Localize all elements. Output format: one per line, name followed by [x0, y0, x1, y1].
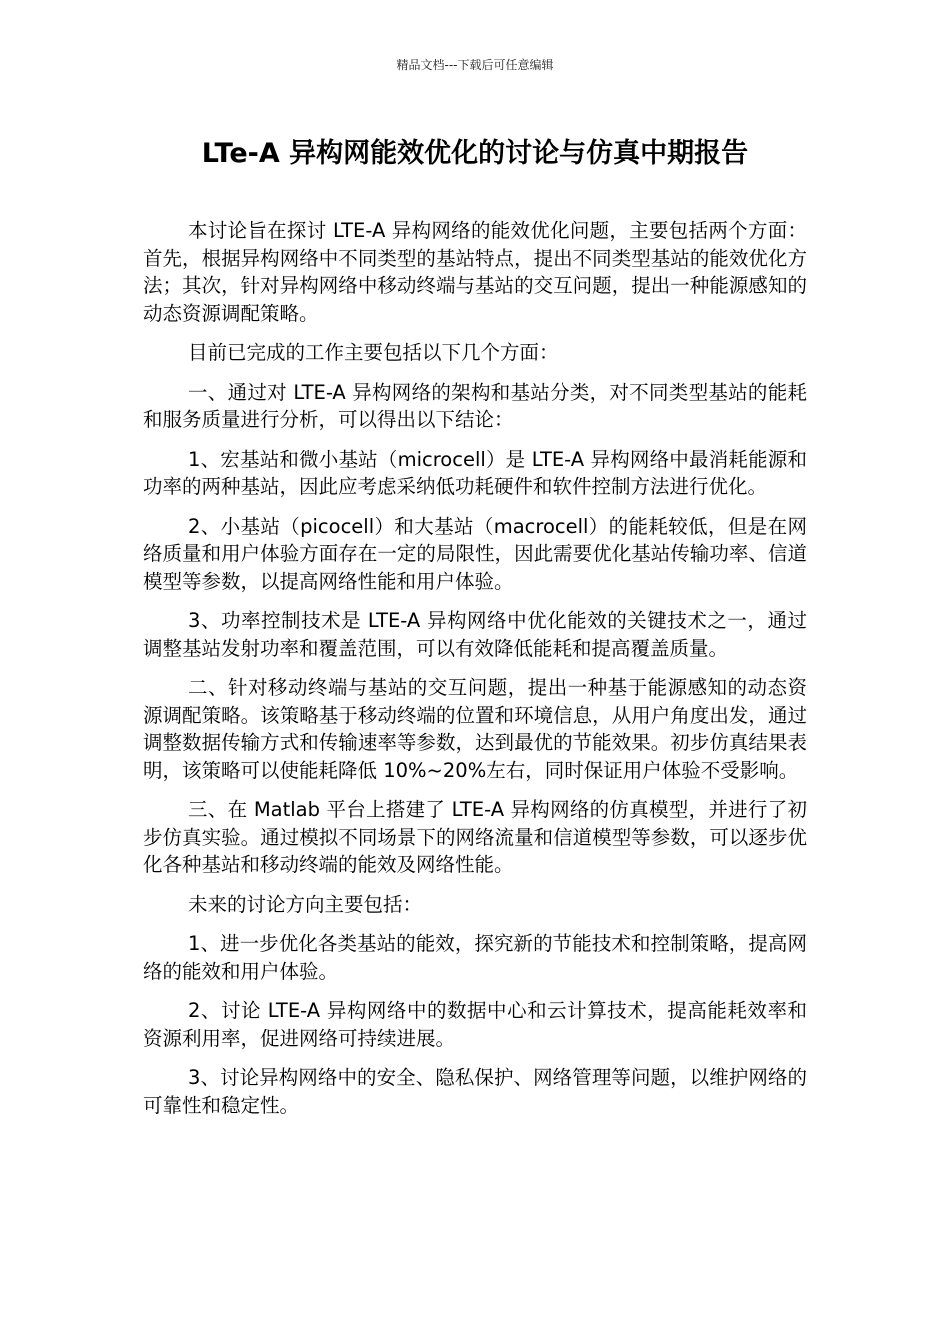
- document-body: [143, 217, 807, 1131]
- conclusion-2-paragraph: 2、小基站（picocell）和大基站（macrocell）的能耗较低，但是在网络质量和用户体验方面存在一定的局限性，因此需要优化基站传输功率、信道模型等参数，以提高网络性能和用户体验。: [143, 514, 807, 593]
- section-two-paragraph: 二、针对移动终端与基站的交互问题，提出一种基于能源感知的动态资源调配策略。该策略基于移动终端的位置和环境信息，从用户角度出发，通过调整数据传输方式和传输速率等参数，达到最优的节能效果。初步仿真结果表明，该策略可以使能耗降低 10%~20%左右，同时保证用户体验不受影响。: [143, 676, 807, 782]
- conclusion-1-paragraph: 1、宏基站和微小基站（microcell）是 LTE-A 异构网络中最消耗能源和功率的两种基站，因此应考虑采纳低功耗硬件和软件控制方法进行优化。: [143, 447, 807, 498]
- intro-paragraph: 本讨论旨在探讨 LTE-A 异构网络的能效优化问题，主要包括两个方面：首先，根据异构网络中不同类型的基站特点，提出不同类型基站的能效优化方法；其次，针对异构网络中移动终端与基站的交互问题，提出一种能源感知的动态资源调配策略。: [143, 219, 807, 325]
- header-note: 精品文档---下载后可任意编辑: [396, 58, 554, 72]
- future-item-2-paragraph: 2、讨论 LTE-A 异构网络中的数据中心和云计算技术，提高能耗效率和资源利用率，促进网络可持续进展。: [143, 999, 807, 1050]
- completed-work-heading: 目前已完成的工作主要包括以下几个方面：: [188, 341, 559, 364]
- section-one-paragraph: 一、通过对 LTE-A 异构网络的架构和基站分类，对不同类型基站的能耗和服务质量进行分析，可以得出以下结论：: [143, 380, 807, 431]
- section-three-paragraph: 三、在 Matlab 平台上搭建了 LTE-A 异构网络的仿真模型，并进行了初步仿真实验。通过模拟不同场景下的网络流量和信道模型等参数，可以逐步优化各种基站和移动终端的能效及网络性能。: [143, 798, 807, 876]
- future-item-3-paragraph: 3、讨论异构网络中的安全、隐私保护、网络管理等问题，以维护网络的可靠性和稳定性。: [143, 1066, 807, 1117]
- future-item-1-paragraph: 1、进一步优化各类基站的能效，探究新的节能技术和控制策略，提高网络的能效和用户体验。: [143, 932, 807, 983]
- conclusion-3-paragraph: 3、功率控制技术是 LTE-A 异构网络中优化能效的关键技术之一，通过调整基站发射功率和覆盖范围，可以有效降低能耗和提高覆盖质量。: [143, 609, 807, 660]
- future-work-heading: 未来的讨论方向主要包括：: [188, 892, 423, 916]
- document-title: LTe-A 异构网能效优化的讨论与仿真中期报告: [201, 138, 749, 169]
